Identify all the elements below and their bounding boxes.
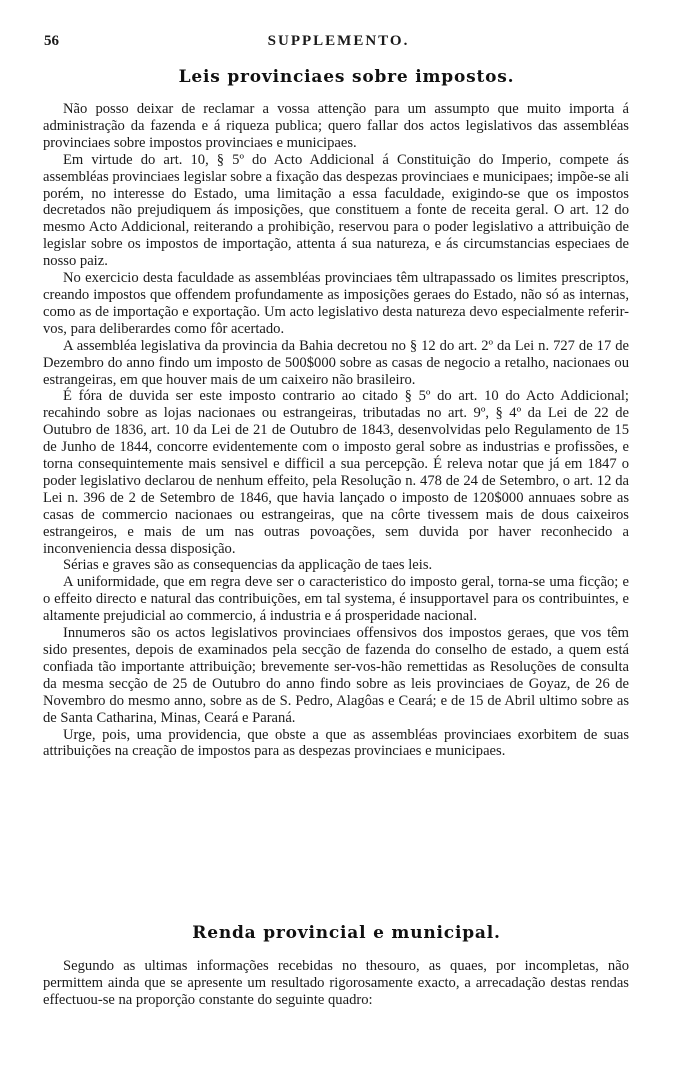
page-header: [44, 33, 633, 55]
section-title-impostos: Leis provinciaes sobre impostos.: [178, 67, 515, 87]
paragraph: No exercicio desta faculdade as assembléas provinciaes têm ultrapassado os limites prescriptos, creando impostos que offendem profundamente as imposições geraes do Estado, não só as internas, como as de importação e exportação. Um acto legislativo desta natureza devo especialmente referir-vos, para deliberardes como fôr acertado.: [43, 270, 629, 337]
section-body-impostos: [43, 101, 629, 760]
running-head: SUPPLEMENTO.: [267, 33, 410, 49]
section-body-renda: [43, 958, 629, 1009]
paragraph: Innumeros são os actos legislativos provinciaes offensivos dos impostos geraes, que vos têm sido presentes, depois de examinados pela secção de fazenda do conselho de estado, a quem está confiada tão importante attribuição; brevemente ser-vos-hão remettidas as Resoluções de consulta da mesma secção de 25 de Outubro do anno findo sobre as leis provinciaes de Goyaz, de 26 de Novembro do mesmo anno, sobre as de S. Pedro, Alagôas e Ceará; e de 15 de Abril ultimo sobre as de Santa Catharina, Minas, Ceará e Paraná.: [43, 625, 629, 726]
section-title-renda: Renda provincial e municipal.: [192, 923, 501, 943]
paragraph: Em virtude do art. 10, § 5º do Acto Addicional á Constituição do Imperio, compete ás assembléas provinciaes legislar sobre a fixação das despezas provinciaes e municipaes; impõe-se ali porém, no interesse do Estado, uma limitação a essa faculdade, exigindo-se que os impostos decretados não prejudiquem ás imposições, que constituem a fonte de receita geral. O art. 12 do mesmo Acto Addicional, reiterando a prohibição, reservou para o poder legislativo a attribuição de legislar sobre os impostos de importação, attenta á sua natureza, e ás circumstancias especiaes de nosso paiz.: [43, 151, 629, 270]
paragraph: É fóra de duvida ser este imposto contrario ao citado § 5º do art. 10 do Acto Addicional; recahindo sobre as lojas nacionaes ou estrangeiras, tributadas no art. 9º, § 4º da Lei de 22 de Outubro de 1836, art. 10 da Lei de 21 de Outubro de 1843, desenvolvidas pelo Regulamento de 15 de Junho de 1844, concorre evidentemente com o imposto geral sobre as industrias e profissões, e torna consequintemente mais sensivel e difficil a sua percepção. É releva notar que já em 1847 o poder legislativo declarou de nenhum effeito, pela Resolução n. 478 de 24 de Setembro, o art. 12 da Lei n. 396 de 2 de Setembro de 1846, que havia lançado o imposto de 120$000 annuaes sobre as casas de commercio nacionaes ou estrangeiras, que na côrte tivessem mais de dous caixeiros estrangeiros, e mais de um nas outras povoações, sem duvida por haver reconhecido a inconveniencia dessa disposição.: [43, 388, 629, 557]
paragraph: A assembléa legislativa da provincia da Bahia decretou no § 12 do art. 2º da Lei n. 727 de 17 de Dezembro do anno findo um imposto de 500$000 sobre as casas de negocio a retalho, nacionaes ou estrangeiras, em que houver mais de um caixeiro não brasileiro.: [43, 337, 629, 388]
paragraph: Segundo as ultimas informações recebidas no thesouro, as quaes, por incompletas, não permittem ainda que se apresente um resultado rigorosamente exacto, a arrecadação destas rendas effectuou-se na proporção constante do seguinte quadro:: [43, 958, 629, 1008]
paragraph: Urge, pois, uma providencia, que obste a que as assembléas provinciaes exorbitem de suas attribuições na creação de impostos para as despezas provinciaes e municipaes.: [43, 726, 629, 760]
paragraph: Não posso deixar de reclamar a vossa attenção para um assumpto que muito importa á administração da fazenda e á riqueza publica; quero fallar dos actos legislativos das assembléas provinciaes sobre impostos provinciaes e municipaes.: [43, 101, 629, 151]
paragraph: A uniformidade, que em regra deve ser o caracteristico do imposto geral, torna-se uma ficção; e o effeito directo e natural das contribuições, em tal systema, é insupportavel para os contribuintes, e altamente prejudicial ao commercio, á industria e á prosperidade nacional.: [43, 574, 629, 625]
page-number: 56: [44, 33, 59, 49]
paragraph: Sérias e graves são as consequencias da applicação de taes leis.: [63, 557, 433, 574]
